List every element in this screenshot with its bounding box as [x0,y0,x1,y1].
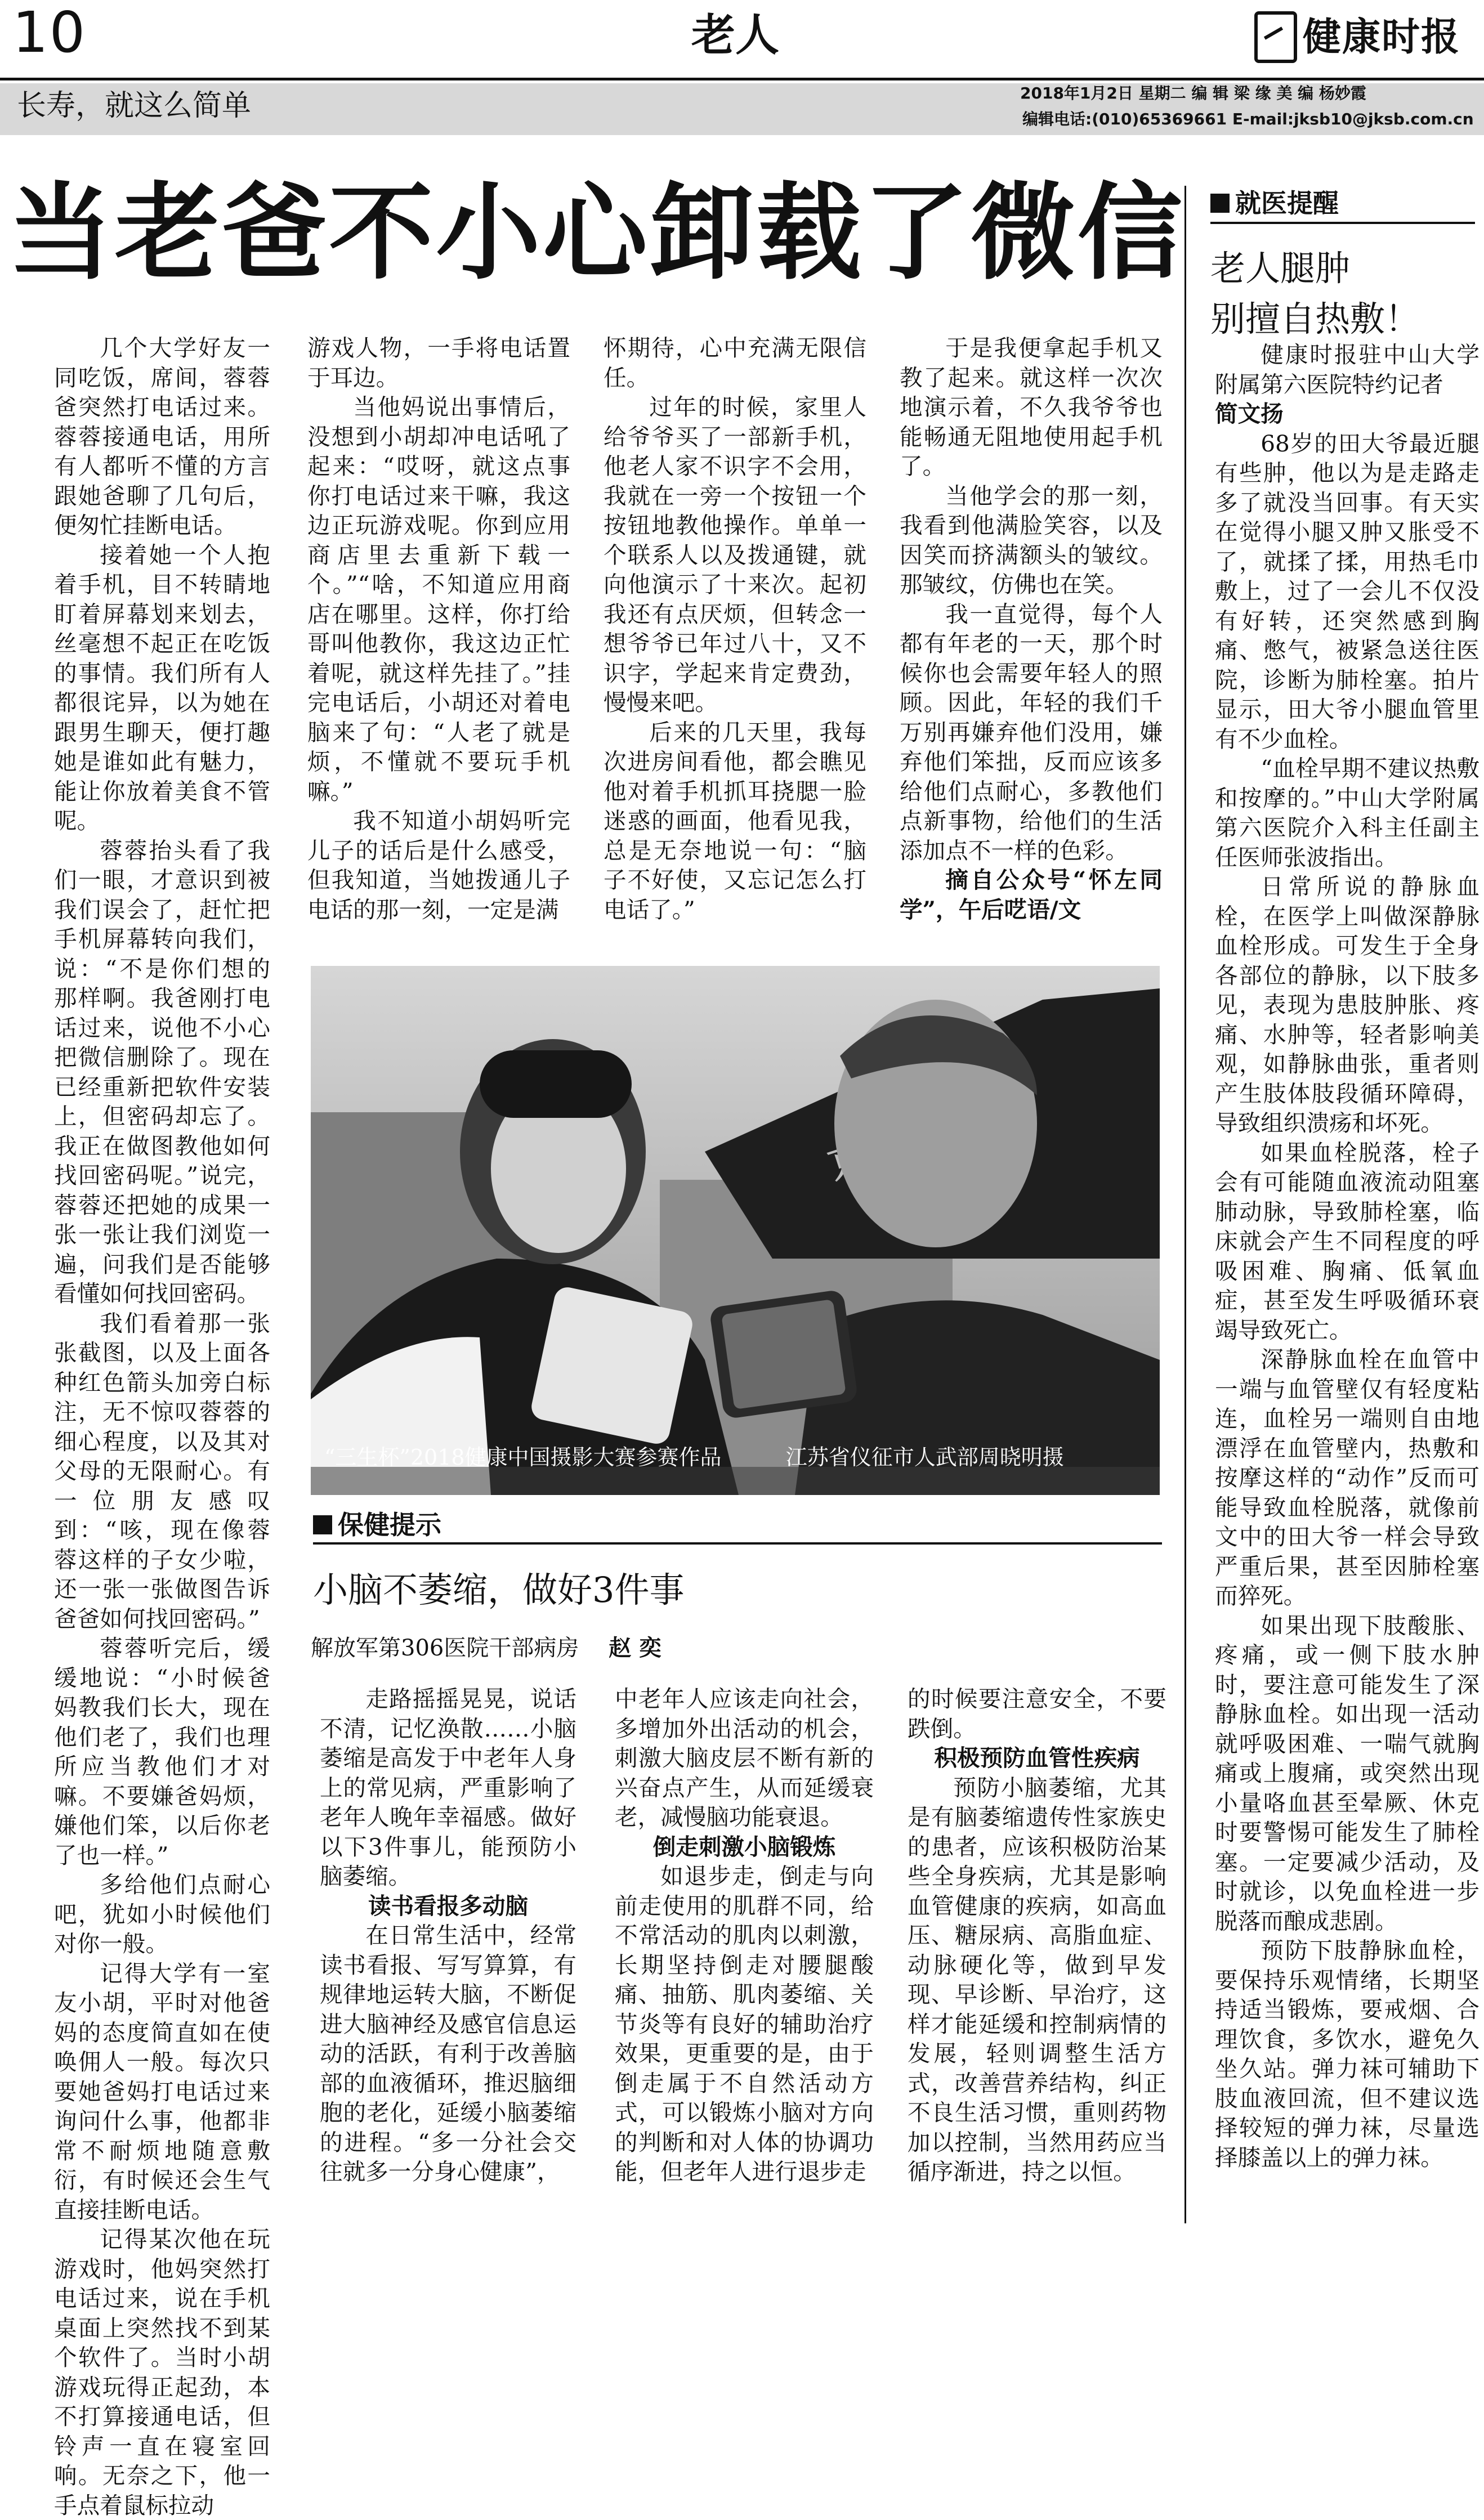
paragraph: 后来的几天里，我每次进房间看他，都会瞧见他对着手机抓耳挠腮一脸迷惑的画面，他看见我，总是无奈地说一句：“脑子不好使，又忘记怎么打电话了。” [604,718,866,923]
section-tag-health-tips [313,1512,441,1538]
paragraph: 游戏人物，一手将电话置于耳边。 [307,334,570,391]
sidebar-reporter: 简文扬 [1215,400,1284,427]
square-bullet-icon [313,1515,332,1534]
paragraph: 我不知道小胡妈听完儿子的话后是什么感受，但我知道，当她拨通儿子电话的那一刻，一定是满 [307,807,570,923]
author-name: 赵 奕 [609,1635,662,1661]
subheading: 倒走刺激小脑锻炼 [652,1833,836,1860]
paragraph: 几个大学好友一同吃饭，席间，蓉蓉爸突然打电话过来。蓉蓉接通电话，用所有人都听不懂的方言跟她爸聊了几句后，便匆忙挂断电话。 [54,334,270,539]
paragraph: 的时候要注意安全，不要跌倒。 [908,1685,1166,1742]
square-bullet-icon [1210,194,1230,213]
paragraph: 我一直觉得，每个人都有年老的一天，那个时候你也会需要年轻人的照顾。因此，年轻的我们千万别再嫌弃他们没用，嫌弃他们笨拙，反而应该多给他们点耐心，多教他们点新事物，给他们的生活添加点不一样的色彩。 [900,600,1163,864]
sidebar-byline: 健康时报驻中山大学附属第六医院特约记者 [1215,341,1479,398]
paragraph: 日常所说的静脉血栓，在医学上叫做深静脉血栓形成。可发生于全身各部位的静脉，以下肢多见，表现为患肢肿胀、疼痛、水肿等，轻者影响美观，如静脉曲张，重者则产生肢体肢段循环障碍，导致组织溃疡和坏死。 [1215,873,1479,1136]
article-source: 摘自公众号“怀左同学”，午后呓语/文 [900,866,1163,923]
health-article-column-1 [320,1684,576,2187]
paragraph: 在日常生活中，经常读书看报、写写算算，有规律地运转大脑，不断促进大脑神经及感官信息运动的活跃，有利于改善脑部的血液循环，推迟脑细胞的老化，延缓小脑萎缩的进程。“多一分社会交往就多一分身心健康”， [320,1922,576,2185]
sidebar-title-line-2: 别擅自热敷！ [1210,298,1420,339]
main-article-column-3 [604,333,866,924]
paragraph: 当他学会的那一刻，我看到他满脸笑容，以及因笑而挤满额头的皱纹。那皱纹，仿佛也在笑。 [900,482,1163,598]
paragraph: 蓉蓉听完后，缓缓地说：“小时候爸妈教我们长大，现在他们老了，我们也理所应当教他们才对嘛。不要嫌爸妈烦，嫌他们笨，以后你老了也一样。” [54,1635,270,1869]
photo-caption-contest: “三生杯”2018健康中国摄影大赛参赛作品 [324,1445,722,1470]
section-name: 老人 [691,10,780,61]
jiankang-shibao-logo-icon [1254,11,1297,63]
paragraph: 接着她一个人抱着手机，目不转睛地盯着屏幕划来划去，丝毫想不起正在吃饭的事情。我们所有人都很诧异，以为她在跟男生聊天，便打趣她是谁如此有魅力，能让你放着美食不管呢。 [54,541,270,834]
sidebar-title [1210,243,1420,344]
paragraph: 怀期待，心中充满无限信任。 [604,334,866,391]
photo-grandfather-learning-phone [311,966,1160,1495]
paragraph: “血栓早期不建议热敷和按摩的。”中山大学附属第六医院介入科主任副主任医师张波指出。 [1215,755,1479,871]
main-article-column-4 [900,333,1163,924]
paragraph: 记得某次他在玩游戏时，他妈突然打电话过来，说在手机桌面上突然找不到某个软件了。当时小胡游戏玩得正起劲，本不打算接通电话，但铃声一直在寝室回响。无奈之下，他一手点着鼠标拉动 [54,2226,270,2519]
editor-contact: 编辑电话:(010)65369661 E-mail:jksb10@jksb.com.cn [1022,110,1474,128]
sidebar-title-line-1: 老人腿肿 [1210,248,1351,289]
health-article-byline [311,1637,661,1659]
paragraph: 预防小脑萎缩，尤其是有脑萎缩遗传性家族史的患者，应该积极防治某些全身疾病，尤其是影响血管健康的疾病，如高血压、糖尿病、高脂血症、动脉硬化等，做到早发现、早诊断、早治疗，这样才能延缓和控制病情的发展，轻则调整生活方式，改善营养结构，纠正不良生活习惯，重则药物加以控制，当然用药应当循序渐进，持之以恒。 [908,1774,1166,2185]
paragraph: 预防下肢静脉血栓，要保持乐观情绪，长期坚持适当锻炼，要戒烟、合理饮食，多饮水，避免久坐久站。弹力袜可辅助下肢血液回流，但不建议选择较短的弹力袜，尽量选择膝盖以上的弹力袜。 [1215,1937,1479,2171]
logo-text: 健康时报 [1303,15,1461,60]
section-tag-label: 就医提醒 [1235,188,1339,218]
subheading: 积极预防血管性疾病 [934,1744,1140,1771]
health-article-title: 小脑不萎缩，做好3件事 [313,1569,685,1610]
paragraph: 如退步走，倒走与向前走使用的肌群不同，给不常活动的肌肉以刺激，长期坚持倒走对腰腿酸痛、抽筋、肌肉萎缩、关节炎等有良好的辅助治疗效果，更重要的是，由于倒走属于不自然活动方式，可以锻炼小脑对方向的判断和对人体的协调功能，但老年人进行退步走 [615,1863,874,2185]
paragraph: 中老年人应该走向社会，多增加外出活动的机会，刺激大脑皮层不断有新的兴奋点产生，从而延缓衰老，减慢脑功能衰退。 [615,1685,874,1830]
paragraph: 如果出现下肢酸胀、疼痛，或一侧下肢水肿时，要注意可能发生了深静脉血栓。如出现一活动就呼吸困难、一喘气就胸痛或上腹痛，或突然出现小量咯血甚至晕厥、休克时要警惕可能发生了肺栓塞。一定要减少活动，及时就诊，以免血栓进一步脱落而酿成悲剧。 [1215,1612,1479,1935]
masthead-rule [0,78,1484,80]
main-article-column-2 [307,333,570,924]
sidebar-column [1215,340,1479,2172]
paragraph: 如果血栓脱落，栓子会有可能随血液流动阻塞肺动脉，导致肺栓塞，临床就会产生不同程度的呼吸困难、胸痛、低氧血症，甚至发生呼吸循环衰竭导致死亡。 [1215,1139,1479,1344]
paragraph: 我们看着那一张张截图，以及上面各种红色箭头加旁白标注，无不惊叹蓉蓉的细心程度，以及其对父母的无限耐心。有一位朋友感叹到：“咳，现在像蓉蓉这样的子女少啦，还一张一张做图告诉爸爸如何找回密码。” [54,1309,270,1632]
section-tag-label: 保健提示 [338,1510,441,1540]
page-number: 10 [12,0,87,65]
sidebar-rule [1210,222,1475,224]
photo-illustration [311,966,1160,1495]
photo-caption [324,1447,1064,1468]
section-slogan: 长寿，就这么简单 [17,89,252,123]
paragraph: 当他妈说出事情后，没想到小胡却冲电话吼了起来：“哎呀，就这点事你打电话过来干嘛，我这边正玩游戏呢。你到应用商店里去重新下载一个。”“啥，不知道应用商店在哪里。这样，你打给哥叫他教你，我这边正忙着呢，就这样先挂了。”挂完电话后，小胡还对着电脑来了句：“人老了就是烦，不懂就不要玩手机嘛。” [307,393,570,805]
paragraph: 蓉蓉抬头看了我们一眼，才意识到被我们误会了，赶忙把手机屏幕转向我们，说：“不是你们想的那样啊。我爸刚打电话过来，说他不小心把微信删除了。现在已经重新把软件安装上，但密码却忘了。我正在做图教他如何找回密码呢。”说完，蓉蓉还把她的成果一张一张让我们浏览一遍，问我们是否能够看懂如何找回密码。 [54,836,270,1307]
author-organization: 解放军第306医院干部病房 [311,1635,579,1661]
paragraph: 多给他们点耐心吧，犹如小时候他们对你一般。 [54,1871,270,1957]
section-divider [313,1542,1162,1545]
sidebar-divider [1184,186,1186,2223]
main-headline: 当老爸不小心卸载了微信 [8,171,1185,294]
health-article-column-3 [908,1684,1166,2187]
health-article-column-2 [615,1684,874,2187]
photo-caption-credit: 江苏省仪征市人武部周晓明摄 [785,1445,1064,1470]
section-tag-medical-reminder [1210,190,1339,216]
newspaper-logo [1254,10,1460,64]
paragraph: 过年的时候，家里人给爷爷买了一部新手机，他老人家不识字不会用，我就在一旁一个按钮一个按钮地教他操作。单单一个联系人以及拨通键，就向他演示了十来次。起初我还有点厌烦，但转念一想爷爷已年过八十，又不识字，学起来肯定费劲，慢慢来吧。 [604,393,866,716]
subheading: 读书看报多动脑 [368,1892,529,1919]
paragraph: 68岁的田大爷最近腿有些肿，他以为是走路走多了就没当回事。有天实在觉得小腿又肿又胀受不了，就揉了揉，用热毛巾敷上，过了一会儿不仅没有好转，还突然感到胸痛、憋气，被紧急送往医院，诊断为肺栓塞。拍片显示，田大爷小腿血管里有不少血栓。 [1215,429,1479,753]
paragraph: 深静脉血栓在血管中一端与血管壁仅有轻度粘连，血栓另一端则自由地漂浮在血管壁内，热敷和按摩这样的“动作”反而可能导致血栓脱落，就像前文中的田大爷一样会导致严重后果，甚至因肺栓塞而猝死。 [1215,1346,1479,1609]
issue-date-editors: 2018年1月2日 星期二 编 辑 梁 缘 美 编 杨妙霞 [1020,84,1366,102]
paragraph: 走路摇摇晃晃，说话不清，记忆涣散……小脑萎缩是高发于中老年人身上的常见病，严重影响了老年人晚年幸福感。做好以下3件事儿，能预防小脑萎缩。 [320,1685,576,1890]
paragraph: 记得大学有一室友小胡，平时对他爸妈的态度简直如在使唤佣人一般。每次只要她爸妈打电话过来询问什么事，他都非常不耐烦地随意敷衍，有时候还会生气直接挂断电话。 [54,1959,270,2223]
main-article-column-1 [54,333,270,2520]
paragraph: 于是我便拿起手机又教了起来。就这样一次次地演示着，不久我爷爷也能畅通无阻地使用起手机了。 [900,334,1163,480]
